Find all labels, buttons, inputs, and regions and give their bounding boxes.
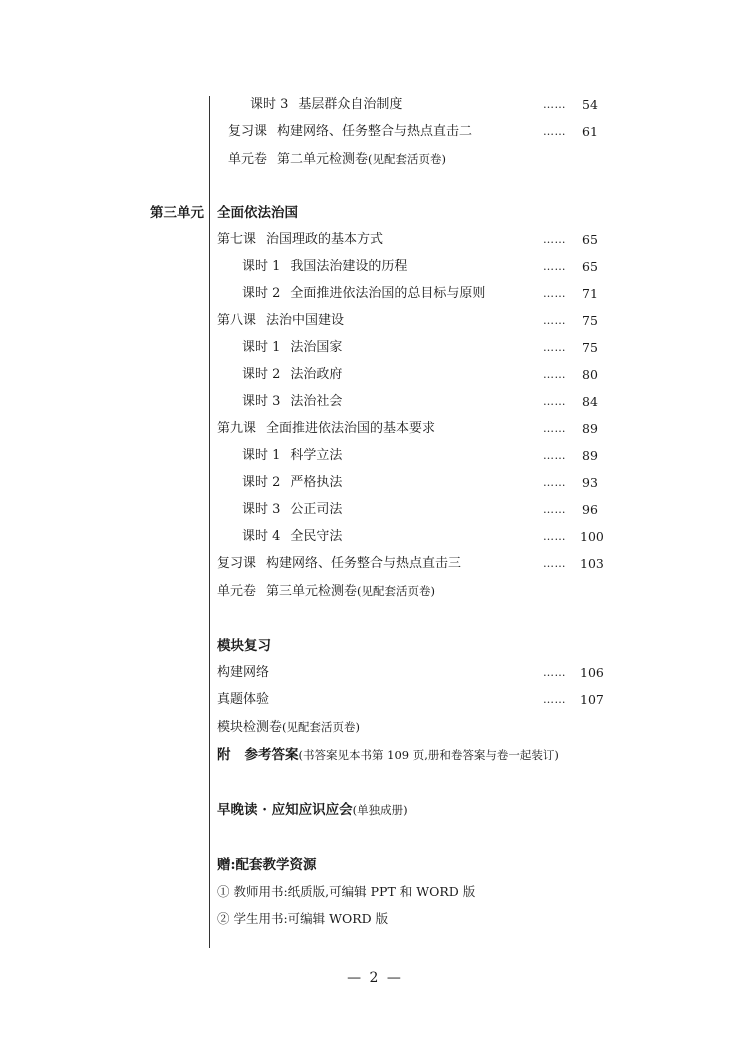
toc-page-number: 93: [582, 475, 598, 490]
toc-entry-title: 法治社会: [290, 394, 343, 409]
appendix-note: (书答案见本书第 109 页,册和卷答案与卷一起装订): [298, 748, 559, 762]
toc-entry[interactable]: [242, 363, 342, 387]
toc-entry[interactable]: [228, 120, 472, 144]
toc-leader-dots: ……: [543, 530, 566, 543]
toc-page-number: 89: [582, 448, 598, 463]
toc-entry[interactable]: [242, 444, 342, 468]
toc-entry-title: 严格执法: [290, 475, 343, 490]
morning-reading-entry[interactable]: [217, 798, 408, 822]
toc-entry-title: 科学立法: [290, 448, 343, 463]
toc-entry-title: 第二单元检测卷: [277, 152, 369, 167]
toc-page-number: 100: [580, 529, 604, 544]
toc-entry[interactable]: [242, 471, 342, 495]
toc-leader-dots: ……: [543, 476, 566, 489]
toc-entry-lesson[interactable]: [217, 228, 383, 252]
toc-entry[interactable]: [242, 390, 342, 414]
toc-entry-title: 法治国家: [290, 340, 343, 355]
toc-entry-note: (见配套活页卷): [368, 152, 447, 166]
toc-entry-label: 课时 3: [242, 502, 281, 517]
toc-page-number: 65: [582, 232, 598, 247]
toc-entry-label: 课时 4: [242, 529, 281, 544]
toc-entry-title: 我国法治建设的历程: [290, 259, 408, 274]
toc-entry[interactable]: [217, 661, 269, 685]
toc-entry-label: 复习课: [217, 556, 257, 571]
toc-entry-title: 构建网络、任务整合与热点直击二: [277, 124, 473, 139]
toc-entry-label: 第八课: [217, 313, 257, 328]
toc-entry-label: 第七课: [217, 232, 257, 247]
toc-page-number: 84: [582, 394, 598, 409]
toc-leader-dots: ……: [543, 693, 566, 706]
toc-page-number: 103: [580, 556, 604, 571]
unit-label: 第三单元: [150, 205, 204, 221]
toc-entry[interactable]: [250, 93, 402, 117]
toc-page-number: 107: [580, 692, 604, 707]
toc-entry[interactable]: [228, 147, 446, 171]
toc-entry-note: (见配套活页卷): [357, 584, 436, 598]
toc-leader-dots: ……: [543, 395, 566, 408]
toc-page-number: 71: [582, 286, 598, 301]
toc-entry-title: 治国理政的基本方式: [266, 232, 384, 247]
toc-page-number: 80: [582, 367, 598, 382]
toc-entry[interactable]: [217, 688, 269, 712]
toc-entry-label: 课时 2: [242, 475, 281, 490]
toc-entry-label: 课时 1: [242, 259, 281, 274]
toc-page-number: 65: [582, 259, 598, 274]
toc-entry[interactable]: [242, 255, 407, 279]
appendix-label: 附: [217, 747, 231, 763]
module-review-heading[interactable]: 模块复习: [217, 638, 271, 654]
toc-page-number: 96: [582, 502, 598, 517]
toc-entry-label: 单元卷: [228, 152, 268, 167]
toc-leader-dots: ……: [543, 233, 566, 246]
toc-entry-label: 课时 3: [250, 97, 289, 112]
toc-entry[interactable]: [242, 282, 485, 306]
toc-entry-title: 构建网络: [217, 665, 270, 680]
toc-page-number: 89: [582, 421, 598, 436]
toc-leader-dots: ……: [543, 260, 566, 273]
toc-entry-title: 真题体验: [217, 692, 270, 707]
toc-leader-dots: ……: [543, 666, 566, 679]
toc-entry-title: 全面推进依法治国的基本要求: [266, 421, 436, 436]
bonus-item: ② 学生用书:可编辑 WORD 版: [217, 911, 389, 926]
toc-page-number: 75: [582, 313, 598, 328]
toc-entry-title: 全面推进依法治国的总目标与原则: [290, 286, 486, 301]
toc-entry-label: 课时 2: [242, 367, 281, 382]
toc-page-number: 61: [582, 124, 598, 139]
toc-entry-note: (见配套活页卷): [282, 720, 360, 734]
toc-entry-label: 课时 2: [242, 286, 281, 301]
toc-entry-label: 复习课: [228, 124, 268, 139]
toc-leader-dots: ……: [543, 503, 566, 516]
bonus-item: ① 教师用书:纸质版,可编辑 PPT 和 WORD 版: [217, 884, 476, 899]
toc-entry-title: 模块检测卷: [217, 720, 283, 735]
toc-leader-dots: ……: [543, 449, 566, 462]
toc-entry-label: 课时 1: [242, 448, 281, 463]
toc-leader-dots: ……: [543, 98, 566, 111]
toc-leader-dots: ……: [543, 314, 566, 327]
toc-leader-dots: ……: [543, 125, 566, 138]
unit-title[interactable]: 全面依法治国: [217, 205, 298, 221]
toc-entry-lesson[interactable]: [217, 309, 344, 333]
vertical-rule: [209, 96, 210, 948]
toc-entry-label: 课时 1: [242, 340, 281, 355]
toc-entry[interactable]: [217, 552, 461, 576]
toc-page-number: 75: [582, 340, 598, 355]
toc-entry-title: 法治中国建设: [266, 313, 345, 328]
morning-reading-note: (单独成册): [352, 803, 408, 817]
toc-entry-title: 基层群众自治制度: [298, 97, 403, 112]
toc-entry-label: 第九课: [217, 421, 257, 436]
toc-entry-title: 全民守法: [290, 529, 343, 544]
toc-entry[interactable]: [217, 579, 435, 603]
toc-leader-dots: ……: [543, 287, 566, 300]
toc-page-number: 54: [582, 97, 598, 112]
toc-entry[interactable]: [217, 715, 360, 739]
morning-reading-title: 早晚读 · 应知应识应会: [217, 802, 353, 818]
toc-entry-label: 课时 3: [242, 394, 281, 409]
toc-entry-title: 法治政府: [290, 367, 343, 382]
bonus-heading: 赠:配套教学资源: [217, 857, 317, 873]
toc-leader-dots: ……: [543, 422, 566, 435]
appendix-title: 参考答案: [244, 747, 299, 763]
toc-entry-title: 构建网络、任务整合与热点直击三: [266, 556, 462, 571]
toc-entry-lesson[interactable]: [217, 417, 435, 441]
appendix-entry[interactable]: [217, 743, 559, 767]
toc-entry[interactable]: [242, 525, 342, 549]
toc-entry-title: 第三单元检测卷: [266, 584, 358, 599]
toc-leader-dots: ……: [543, 557, 566, 570]
toc-leader-dots: ……: [543, 368, 566, 381]
toc-entry-label: 单元卷: [217, 584, 257, 599]
toc-leader-dots: ……: [543, 341, 566, 354]
toc-entry[interactable]: [242, 336, 342, 360]
page-number-footer: — 2 —: [347, 970, 403, 986]
toc-entry[interactable]: [242, 498, 342, 522]
toc-entry-title: 公正司法: [290, 502, 343, 517]
toc-page-number: 106: [580, 665, 604, 680]
